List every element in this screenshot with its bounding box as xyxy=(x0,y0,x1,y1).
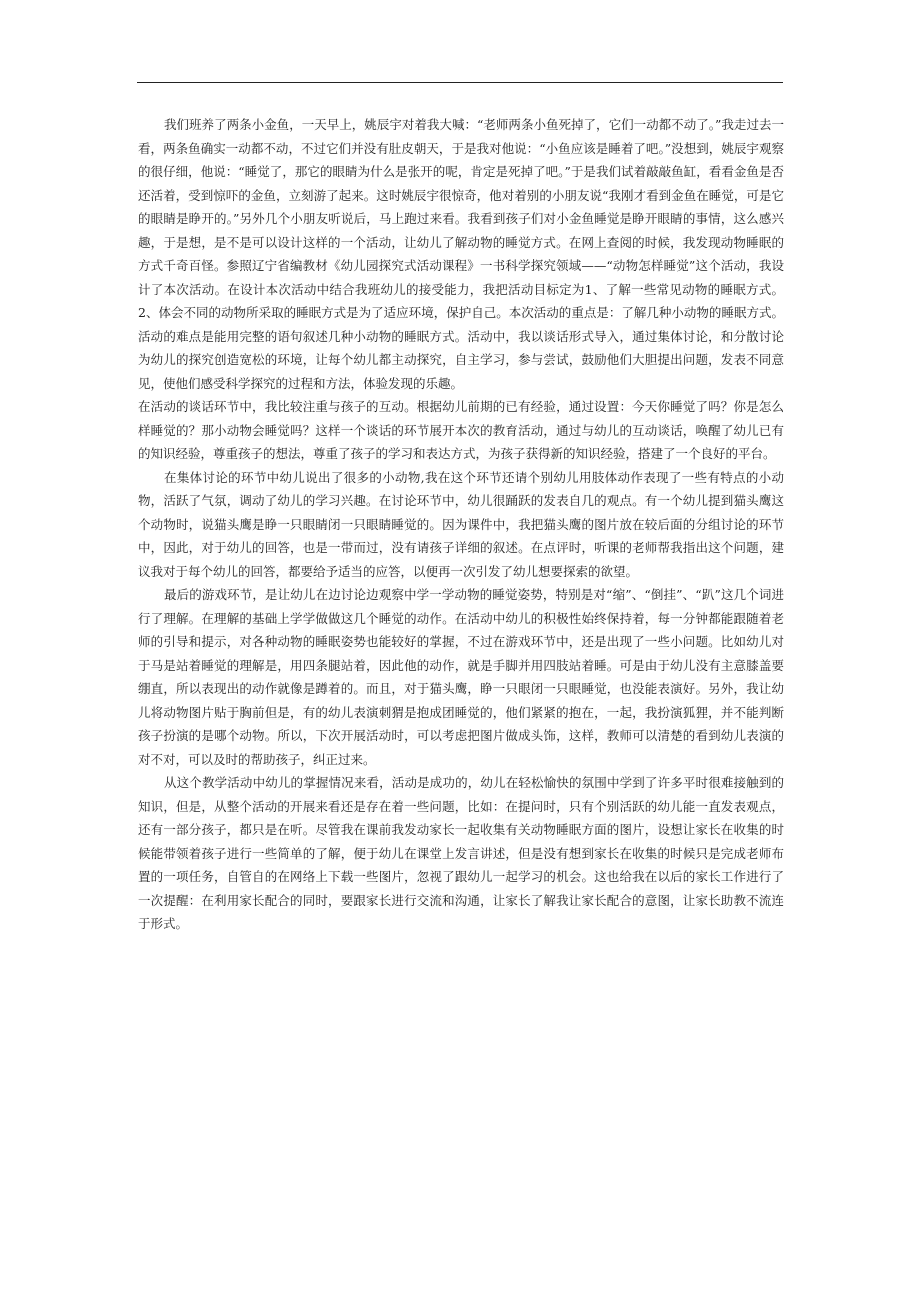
paragraph-1: 我们班养了两条小金鱼，一天早上，姚辰宇对着我大喊：“老师两条小鱼死掉了，它们一动都不动了。”我走过去一看，两条鱼确实一动都不动，不过它们并没有肚皮朝天，于是我对他说：“小鱼应该是睡着了吧。”没想到，姚辰宇观察的很仔细，他说：“睡觉了，那它的眼睛为什么是张开的呢，肯定是死掉了吧。”于是我们试着敲敲鱼缸，看看金鱼是否还活着，受到惊吓的金鱼，立刻游了起来。这时姚辰宇很惊奇，他对着别的小朋友说“我刚才看到金鱼在睡觉，可是它的眼睛是睁开的。”另外几个小朋友听说后，马上跑过来看。我看到孩子们对小金鱼睡觉是睁开眼睛的事情，这么感兴趣，于是想，是不是可以设计这样的一个活动，让幼儿了解动物的睡觉方式。在网上查阅的时候，我发现动物睡眠的方式千奇百怪。参照辽宁省编教材《幼儿园探究式活动课程》一书科学探究领域——“动物怎样睡觉”这个活动，我设计了本次活动。在设计本次活动中结合我班幼儿的接受能力，我把活动目标定为1、了解一些常见动物的睡眠方式。2、体会不同的动物所采取的睡眠方式是为了适应环境，保护自己。本次活动的重点是：了解几种小动物的睡眠方式。活动的难点是能用完整的语句叙述几种小动物的睡眠方式。活动中，我以谈话形式导入，通过集体讨论，和分散讨论为幼儿的探究创造宽松的环境，让每个幼儿都主动探究，自主学习，参与尝试，鼓励他们大胆提出问题，发表不同意见，使他们感受科学探究的过程和方法，体验发现的乐趣。 xyxy=(138,117,784,391)
paragraph-2: 在活动的谈话环节中，我比较注重与孩子的互动。根据幼儿前期的已有经验，通过设置：今天你睡觉了吗？你是怎么样睡觉的？那小动物会睡觉吗？这样一个谈话的环节展开本次的教育活动，通过与幼儿的互动谈话，唤醒了幼儿已有的知识经验，尊重孩子的想法，尊重了孩子的学习和表达方式，为孩子获得新的知识经验，搭建了一个良好的平台。 xyxy=(138,399,784,461)
paragraph-3: 在集体讨论的环节中幼儿说出了很多的小动物,我在这个环节还请个别幼儿用肢体动作表现了一些有特点的小动物，活跃了气氛，调动了幼儿的学习兴趣。在讨论环节中，幼儿很踊跃的发表自几的观点。有一个幼儿提到猫头鹰这个动物时，说猫头鹰是睁一只眼睛闭一只眼睛睡觉的。因为课件中，我把猫头鹰的图片放在较后面的分组讨论的环节中，因此，对于幼儿的回答，也是一带而过，没有请孩子详细的叙述。在点评时，听课的老师帮我指出这个问题，建议我对于每个幼儿的回答，都要给予适当的应答，以便再一次引发了幼儿想要探索的欲望。 xyxy=(138,469,784,579)
paragraph-4: 最后的游戏环节，是让幼儿在边讨论边观察中学一学动物的睡觉姿势，特别是对“缩”、“倒挂”、“趴”这几个词进行了理解。在理解的基础上学学做做这几个睡觉的动作。在活动中幼儿的积极性始终保持着，每一分钟都能跟随着老师的引导和提示，对各种动物的睡眠姿势也能较好的掌握，不过在游戏环节中，还是出现了一些小问题。比如幼儿对于马是站着睡觉的理解是，用四条腿站着，因此他的动作，就是手脚并用四肢站着睡。可是由于幼儿没有主意膝盖要绷直，所以表现出的动作就像是蹲着的。而且，对于猫头鹰，睁一只眼闭一只眼睡觉，也没能表演好。另外，我让幼儿将动物图片贴于胸前但是，有的幼儿表演刺猬是抱成团睡觉的，他们紧紧的抱在，一起，我扮演狐狸，并不能判断孩子扮演的是哪个动物。所以，下次开展活动时，可以考虑把图片做成头饰，这样，教师可以清楚的看到幼儿表演的对不对，可以及时的帮助孩子，纠正过来。 xyxy=(138,587,784,767)
document-body xyxy=(138,113,784,936)
header-rule xyxy=(137,82,783,83)
paragraph-5: 从这个教学活动中幼儿的掌握情况来看，活动是成功的，幼儿在轻松愉快的氛围中学到了许多平时很难接触到的知识，但是，从整个活动的开展来看还是存在着一些问题，比如：在提问时，只有个别活跃的幼儿能一直发表观点，还有一部分孩子，都只是在听。尽管我在课前我发动家长一起收集有关动物睡眠方面的图片，设想让家长在收集的时候能带领着孩子进行一些简单的了解，便于幼儿在课堂上发言讲述，但是没有想到家长在收集的时候只是完成老师布置的一项任务，自管自的在网络上下载一些图片，忽视了跟幼儿一起学习的机会。这也给我在以后的家长工作进行了一次提醒：在利用家长配合的同时，要跟家长进行交流和沟通，让家长了解我让家长配合的意图，让家长助教不流连于形式。 xyxy=(138,775,784,931)
